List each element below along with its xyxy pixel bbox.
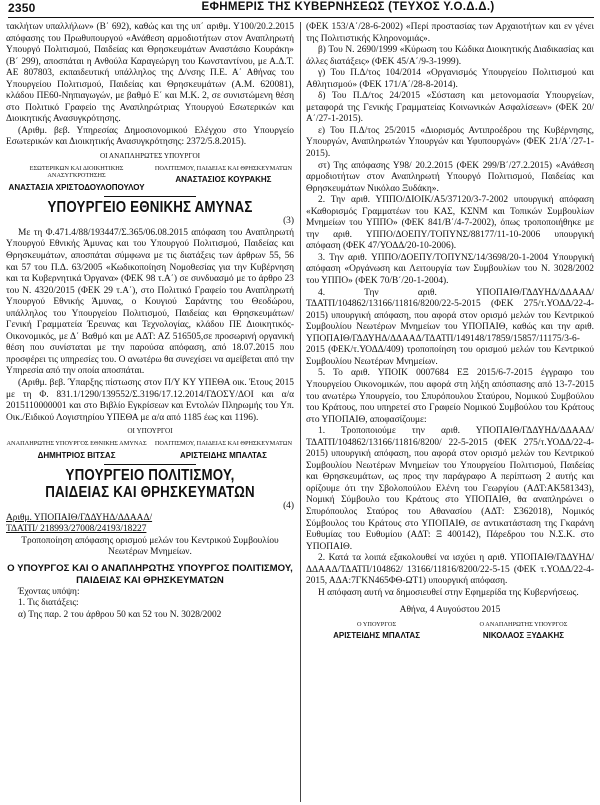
signature — [453, 621, 594, 642]
paragraph: γ) Του Π.Δ/τος 104/2014 «Οργανισμός Υπουργείου Πολιτισμού και Αθλητισμού» (ΦΕΚ 171/Α΄/28-8-2014). — [306, 68, 594, 90]
signature-block — [6, 440, 294, 461]
signature — [153, 165, 294, 193]
signature — [6, 440, 147, 461]
signature-name: ΑΝΑΣΤΑΣΙΑ ΧΡΙΣΤΟΔΟΥΛΟΠΟΥΛΟΥ — [8, 182, 145, 192]
signature-title: Ο ΑΝΑΠΛΗΡΩΤΗΣ ΥΠΟΥΡΓΟΣ — [479, 620, 568, 628]
paragraph: 5. Το αριθ. ΥΠΟΙΚ 0007684 ΕΞ 2015/6-7-2015 έγγραφο του Υπουργείου Οικονομικών, που αφορά στη λήξη απόσπασης από 13-7-2015 του ανωτέρω Υπουργείο, του Σπυρόπουλου Σταύρου, Νομικού Συμβούλου του Κράτους, που υπηρετεί στο Γραφείο Νομικού Συμβούλου του Κράτους στο ΥΠΟΠΑΙΘ, αποφασίζουμε: — [306, 368, 594, 425]
left-column — [6, 22, 294, 622]
running-title: ΕΦΗΜΕΡΙΣ ΤΗΣ ΚΥΒΕΡΝΗΣΕΩΣ (ΤΕΥΧΟΣ Υ.Ο.Δ.Δ.) — [201, 1, 495, 13]
signature — [6, 165, 147, 193]
paragraph: (ΦΕΚ 153/Α΄/28-6-2002) «Περί προστασίας των Αρχαιοτήτων και εν γένει της Πολιτιστικής Κληρονομιάς». — [306, 22, 594, 44]
column-divider — [300, 22, 301, 802]
authority-heading: Ο ΥΠΟΥΡΓΟΣ ΚΑΙ Ο ΑΝΑΠΛΗΡΩΤΗΣ ΥΠΟΥΡΓΟΣ ΠΟΛΙΤΙΣΜΟΥ, ΠΑΙΔΕΙΑΣ ΚΑΙ ΘΡΗΣΚΕΥΜΑΤΩΝ — [7, 562, 293, 586]
signature-title: ΑΝΑΠΛΗΡΩΤΗΣ ΥΠΟΥΡΓΟΣ ΕΘΝΙΚΗΣ ΑΜΥΝΑΣ — [6, 440, 147, 448]
separator — [104, 196, 196, 197]
paragraph: 1. Τροποποιούμε την αριθ. ΥΠΟΠΑΙΘ/ΓΔΔΥΗΔ/ΔΔΑΑΔ/ΤΔΑΤΠ/104862/13166/11816/8200/ 22-5-2015 (ΦΕΚ 275/τ.ΥΟΔΔ/22-4-2015) υπουργική απόφαση, που αφορά στον ορισμό μελών του Κεντρικού Συμβουλίου Νεωτέρων Μνημείων του Υπουργείου Πολιτισμού, Παιδείας και Θρησκευμάτων, ως προς την παράγραφο Α περίπτωση 2 αυτής και ορίζουμε ότι την Σβολοπούλου Ελένη του Γεωργίου (ΑΔΤ:ΑΚ581343), Νομική Σύμβουλο του Κράτους στο ΥΠΟΠΑΙΘ, θα αναπληρώνει ο Σπυρόπουλος Σταύρος του Αθανασίου (ΑΔΤ: Σ362018), Νομικός Σύμβουλος του Κράτους στο ΥΠΟΠΑΙΘ, σε αντικατάσταση της Γκαράνη Ευθυμίας του Ευθυμίου (ΑΔΤ: Ξ 400142), Πάρεδρου του Ν.Σ.Κ. στο ΥΠΟΠΑΙΘ. — [306, 426, 594, 552]
reference-number: Αριθμ. ΥΠΟΠΑΙΘ/ΓΔΔΥΗΔ/ΔΔΑΑΔ/ — [6, 512, 153, 523]
signature-block — [6, 165, 294, 193]
signature-name: ΝΙΚΟΛΑΟΣ ΞΥΔΑΚΗΣ — [482, 631, 565, 641]
paragraph: Έχοντας υπόψη: — [18, 586, 80, 597]
paragraph: 2. Την αριθ. ΥΠΠΟ/ΔΙΟΙΚ/Α5/37120/3-7-2002 υπουργική απόφαση «Καθορισμός Γραμματέων του ΚΑΣ, ΚΣΝΜ και Τοπικών Συμβουλίων Μνημείων του ΥΠΠΟ» (ΦΕΚ 841/Β΄/4-7-2002), όπως τροποποιήθηκε με την αριθ. ΥΠΠΟ/ΔΟΕΠΥ/ΤΟΠΥΝΣ/88177/11-10-2006 υπουργική απόφαση (ΦΕΚ 47/ΥΟΔΔ/20-10-2006). — [306, 195, 594, 252]
paragraph: ε) Του Π.Δ/τος 25/2015 «Διορισμός Αντιπροέδρου της Κυβέρνησης, Υπουργών, Αναπληρωτών Υπουργών και Υφυπουργών» (ΦΕΚ 21/Α΄/27-1-2015). — [306, 125, 594, 160]
signatories-heading: ΟΙ ΥΠΟΥΡΓΟΙ — [127, 427, 173, 436]
paragraph: (Αριθμ. βεβ. Υπηρεσίας Δημοσιονομικού Ελέγχου στο Υπουργείο Εσωτερικών και Διοικητικής Ανασυγκρότησης: 2372/5.8.2015). — [6, 125, 294, 148]
ministry-heading: ΠΑΙΔΕΙΑΣ ΚΑΙ ΘΡΗΣΚΕΥΜΑΤΩΝ — [45, 484, 255, 502]
decision-number: (3) — [283, 216, 294, 227]
reference-number: ΤΔΑΤΠ/ 218993/27008/24193/18227 — [6, 524, 147, 535]
signature-title: Ο ΥΠΟΥΡΓΟΣ — [356, 620, 397, 628]
paragraph: 2. Κατά τα λοιπά εξακολουθεί να ισχύει η αριθ. ΥΠΟΠΑΙΘ/ΓΔΔΥΗΔ/ΔΔΑΑΔ/ΤΔΑΤΠ/104862/ 13166/11816/8200/22-5-15 (ΦΕΚ τ.ΥΟΔΔ/22-4-2015, ΑΔΑ:7ΓΚΝ465ΦΘ-ΩΤ1) υπουργική απόφαση. — [306, 553, 594, 587]
signatories-heading: ΟΙ ΑΝΑΠΛΗΡΩΤΕΣ ΥΠΟΥΡΓΟΙ — [99, 152, 201, 161]
paragraph: 4. Την αριθ. ΥΠΟΠΑΙΘ/ΓΔΔΥΗΔ/ΔΔΑΑΔ/ΤΔΑΤΠ/104862/13166/11816/8200/22-5-2015 (ΦΕΚ 275/τ.ΥΟΔΔ/22-4-2015) υπουργική απόφαση, που αφορά στον ορισμό μελών του Κεντρικού Συμβουλίου Νεωτέρων Μνημείων του ΥΠΟΠΑΙΘ, καθώς και την αριθ. ΥΠΟΠΑΙΘ/ΓΔΔΥΗΔ/ΔΔΑΑΔ/ΤΔΑΤΠ/149148/17859/15857/11175/3-6-2015 (ΦΕΚ/τ.ΥΟΔΔ/409) τροποποίηση του ορισμού μελών του Κεντρικού Συμβουλίου Νεωτέρων Μνημείων. — [306, 287, 594, 367]
paragraph: δ) Του Π.Δ/τος 24/2015 «Σύσταση και μετονομασία Υπουργείων, μεταφορά της Γενικής Γραμματείας Κοινωνικών Ασφαλίσεων» (ΦΕΚ 20/Α΄/27-1-2015). — [306, 91, 594, 125]
paragraph: (Αριθμ. βεβ. Ύπαρξης πίστωσης στον Π/Υ ΚΥ ΥΠΕΘΑ οικ. Έτους 2015 με τη Φ. 831.1/1290/139552/Σ.3196/17.12.2014/ΓΔΟΣΥ/ΔΟΙ και α/α 2015110000001 και στο Βιβλίο Εγκρίσεων και Εντολών Πληρωμής του Υπ. Οικ./Ειδικού Λογιστηρίου ΥΠΕΘΑ με α/α από 1185 έως και 1196). — [6, 378, 294, 423]
ministry-heading: ΥΠΟΥΡΓΕΙΟ ΕΘΝΙΚΗΣ ΑΜΥΝΑΣ — [47, 199, 253, 217]
page-header — [8, 1, 594, 18]
signature-name: ΑΡΙΣΤΕΙΔΗΣ ΜΠΑΛΤΑΣ — [179, 450, 267, 460]
right-column — [306, 22, 594, 642]
signature-name: ΑΡΙΣΤΕΙΔΗΣ ΜΠΑΛΤΑΣ — [333, 631, 420, 641]
decision-number: (4) — [283, 501, 294, 512]
signature — [153, 440, 294, 461]
signature-block — [306, 621, 594, 642]
ministry-heading: ΥΠΟΥΡΓΕΙΟ ΠΟΛΙΤΙΣΜΟΥ, — [65, 467, 235, 485]
paragraph: α) Της παρ. 2 του άρθρου 50 και 52 του Ν. 3028/2002 — [18, 610, 222, 620]
paragraph: Με τη Φ.471.4/88/193447/Σ.365/06.08.2015 απόφαση του Αναπληρωτή Υπουργού Εθνικής Άμυνας και του Υπουργού Πολιτισμού, Παιδείας και Θρησκευμάτων, αποσπάται σύμφωνα με τις διατάξεις των άρθρων 55, 56 και 57 του Π.Δ. 63/2005 «Κωδικοποίηση Νομοθεσίας για την Κυβέρνηση και τα Κυβερνητικά Όργανα» (ΦΕΚ 98 τ.Α΄) σε συνδυασμό με το άρθρο 23 του Ν. 4320/2015 (ΦΕΚ 29 τ.Α΄), στο Πολιτικό Γραφείο του Αναπληρωτή Υπουργού Εθνικής Άμυνας, ο Κουγιού Σαράντης του Θεοδώρου, υπάλληλος του Υπουργείου Πολιτισμού, Παιδείας και Θρησκευμάτων/Γενική Γραμματεία Έρευνας και Τεχνολογίας, κλάδου ΠΕ Διοικητικός-Οικονομικός, με Δ΄ Βαθμό και με ΑΔΤ: ΑΖ 516505,σε προσωρινή οργανική θέση που συνίσταται με την παρούσα απόφαση, από 18.07.2015 που προσφέρει τις υπηρεσίες του. Ο ανωτέρω θα συνεχίσει να αμείβεται από την Υπηρεσία από την οποία αποσπάται. — [6, 227, 294, 377]
signature-name: ΑΝΑΣΤΑΣΙΟΣ ΚΟΥΡΑΚΗΣ — [175, 175, 272, 185]
decision-title: Τροποποίηση απόφασης ορισμού μελών του Κεντρικού Συμβουλίου Νεωτέρων Μνημείων. — [21, 535, 279, 558]
signature-title: ΕΣΩΤΕΡΙΚΩΝ ΚΑΙ ΔΙΟΙΚΗΤΙΚΗΣ ΑΝΑΣΥΓΚΡΟΤΗΣΗΣ — [29, 165, 124, 180]
paragraph: β) Του Ν. 2690/1999 «Κύρωση του Κώδικα Διοικητικής Διαδικασίας και άλλες διατάξεις» (ΦΕΚ 45/Α΄/9-3-1999). — [306, 45, 594, 67]
paragraph: 1. Τις διατάξεις: — [18, 598, 79, 609]
separator — [104, 464, 196, 465]
signature-name: ΔΗΜΗΤΡΙΟΣ ΒΙΤΣΑΣ — [37, 450, 116, 460]
signature-title: ΠΟΛΙΤΙΣΜΟΥ, ΠΑΙΔΕΙΑΣ ΚΑΙ ΘΡΗΣΚΕΥΜΑΤΩΝ — [154, 165, 293, 173]
date-line: Αθήνα, 4 Αυγούστου 2015 — [399, 605, 501, 616]
paragraph: Η απόφαση αυτή να δημοσιευθεί στην Εφημερίδα της Κυβερνήσεως. — [318, 587, 579, 598]
signature — [306, 621, 447, 642]
paragraph: τακλήτων υπαλλήλων» (Β΄ 692), καθώς και της υπ΄ αριθμ. Υ100/20.2.2015 απόφασης του Πρωθυπουργού «Ανάθεση αρμοδιοτήτων στον Αναπληρωτή Υπουργό Πολιτισμού, Παιδείας και Θρησκευμάτων Αναστάσιο Κουράκη» (Β΄ 299), αποσπάται η Ανθούλα Καραγεώργη του Κωνσταντίνου, με Α.Δ.Τ. ΑΕ 807803, εκπαιδευτική υπάλληλος της Δ/νσης Π.Ε. Α΄ Αθήνας του Υπουργείου Πολιτισμού, Παιδείας και Θρησκευμάτων (Α.Μ. 620081), κλάδου ΠΕ60-Νηπιαγωγών, με βαθμό Ε΄ και Μ.Κ. 2, σε συνιστώμενη θέση στο Πολιτικό Γραφείο της Αναπληρώτριας Υπουργού Εσωτερικών και Διοικητικής Ανασυγκρότησης. — [6, 22, 294, 125]
paragraph: 3. Την αριθ. ΥΠΠΟ/ΔΟΕΠΥ/ΤΟΠΥΝΣ/14/3698/20-1-2004 Υπουργική απόφαση «Οργάνωση και Λειτουργία των Συμβουλίων του Ν. 3028/2002 του ΥΠΠΟ» (ΦΕΚ 70/Β΄/20-1-2004). — [306, 252, 594, 287]
signature-title: ΠΟΛΙΤΙΣΜΟΥ, ΠΑΙΔΕΙΑΣ ΚΑΙ ΘΡΗΣΚΕΥΜΑΤΩΝ — [154, 440, 293, 448]
paragraph: στ) Της απόφασης Υ98/ 20.2.2015 (ΦΕΚ 299/Β΄/27.2.2015) «Ανάθεση αρμοδιοτήτων στον Αναπληρωτή Υπουργό Πολιτισμού, Παιδείας και Θρησκευμάτων Νικόλαο Ξυδάκη». — [306, 160, 594, 194]
page-number: 2350 — [8, 1, 36, 15]
